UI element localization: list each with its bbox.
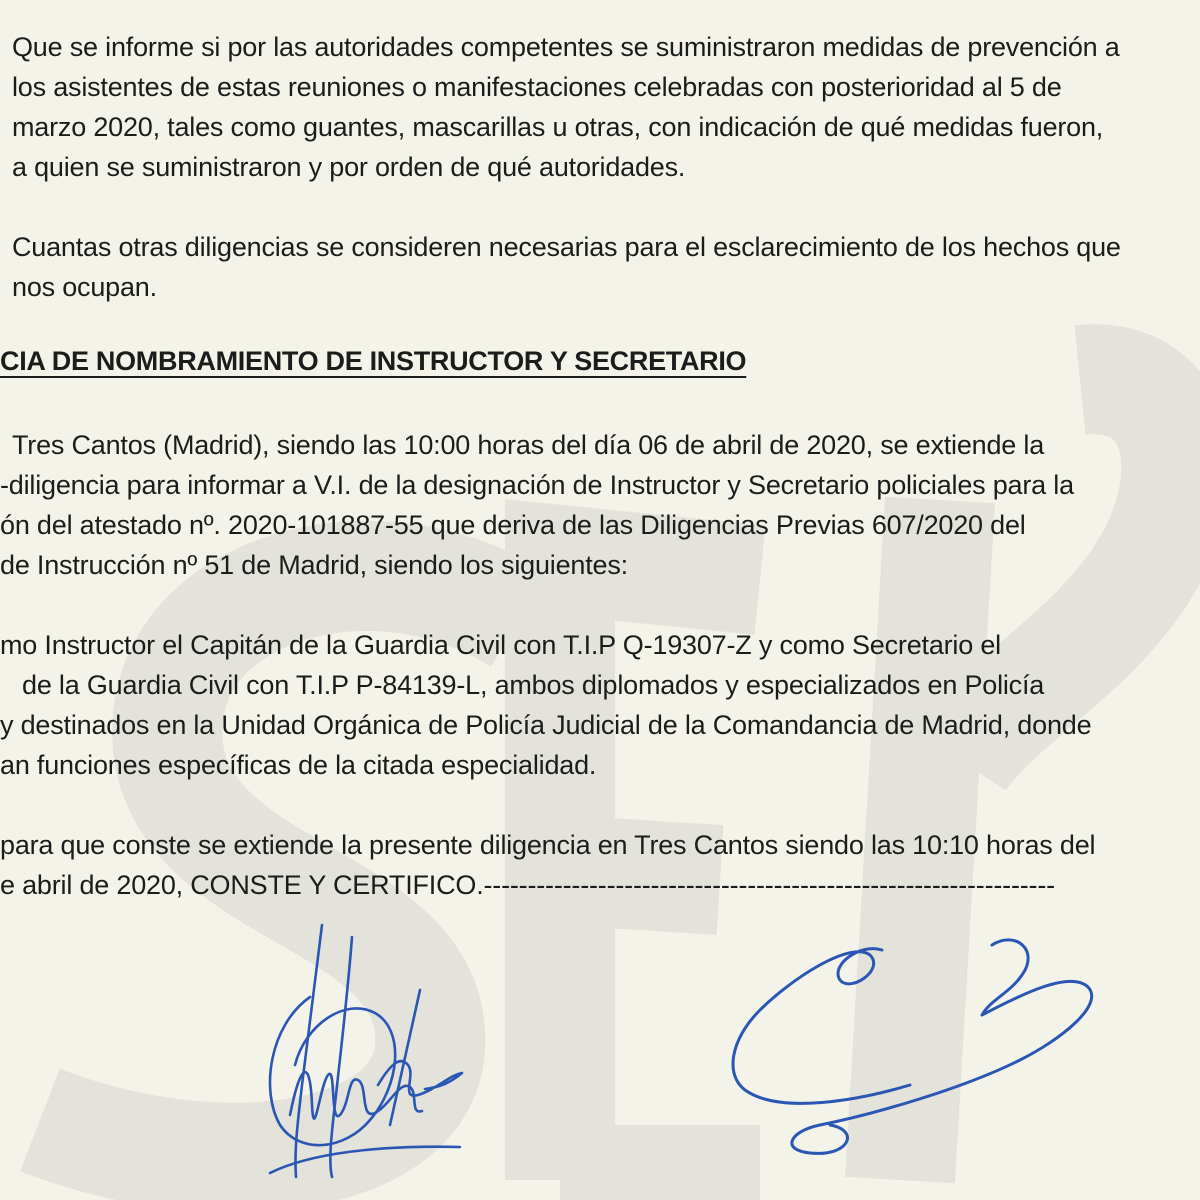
paragraph4-line-4: an funciones específicas de la citada especialidad. [0,750,597,780]
paragraph5-line-1: para que conste se extiende la presente diligencia en Tres Cantos siendo las 10:10 horas del [0,830,1096,860]
section-heading: CIA DE NOMBRAMIENTO DE INSTRUCTOR Y SECRETARIO [0,346,747,376]
paragraph1-line-3: marzo 2020, tales como guantes, mascarillas u otras, con indicación de qué medidas fueron, [12,112,1104,142]
paragraph3-line-3: ón del atestado nº. 2020-101887-55 que deriva de las Diligencias Previas 607/2020 del [0,510,1026,540]
paragraph3-line-4: de Instrucción nº 51 de Madrid, siendo los siguientes: [0,550,628,580]
paragraph4-line-3: y destinados en la Unidad Orgánica de Policía Judicial de la Comandancia de Madrid, donde [0,710,1092,740]
secretary-signature [720,925,1110,1165]
paragraph1-line-1: Que se informe si por las autoridades competentes se suministraron medidas de prevención a [12,32,1120,62]
paragraph4-line-2: de la Guardia Civil con T.I.P P-84139-L, ambos diplomados y especializados en Policía [22,670,1045,700]
paragraph3-line-2: -diligencia para informar a V.I. de la designación de Instructor y Secretario policiales para la [0,470,1074,500]
paragraph4-line-1: mo Instructor el Capitán de la Guardia Civil con T.I.P Q-19307-Z y como Secretario el [0,630,1001,660]
paragraph1-line-4: a quien se suministraron y por orden de qué autoridades. [12,152,686,182]
paragraph1-line-2: los asistentes de estas reuniones o manifestaciones celebradas con posterioridad al 5 de [12,72,1062,102]
paragraph5-line-2: e abril de 2020, CONSTE Y CERTIFICO.----------------------------------------------------------------- [0,870,1055,900]
paragraph2-line-2: nos ocupan. [12,272,157,302]
paragraph3-line-1: Tres Cantos (Madrid), siendo las 10:00 horas del día 06 de abril de 2020, se extiende la [12,430,1045,460]
instructor-signature [250,915,490,1185]
paragraph2-line-1: Cuantas otras diligencias se consideren necesarias para el esclarecimiento de los hechos que [12,232,1121,262]
